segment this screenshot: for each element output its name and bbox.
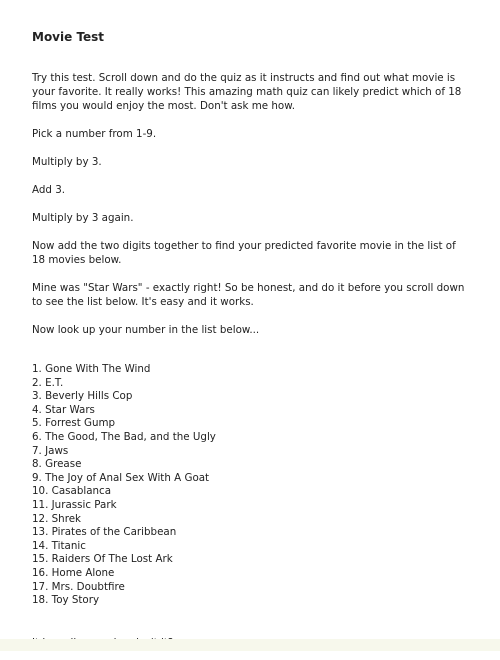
list-item: 14. Titanic xyxy=(32,539,86,552)
step-1: Pick a number from 1-9. xyxy=(32,128,157,140)
list-item: 17. Mrs. Doubtfire xyxy=(32,580,125,593)
step-4: Multiply by 3 again. xyxy=(32,212,134,224)
list-item: 5. Forrest Gump xyxy=(32,417,116,430)
list-item: 12. Shrek xyxy=(32,512,82,525)
list-item: 7. Jaws xyxy=(32,444,69,457)
bottom-band xyxy=(0,639,500,651)
list-item: 3. Beverly Hills Cop xyxy=(32,390,133,403)
list-item: 6. The Good, The Bad, and the Ugly xyxy=(32,430,216,443)
document-title: Movie Test xyxy=(32,30,105,44)
movie-test-document xyxy=(32,30,472,660)
list-item: 16. Home Alone xyxy=(32,566,115,579)
list-item: 8. Grease xyxy=(32,458,82,471)
list-item: 11. Jurassic Park xyxy=(32,498,117,511)
list-item: 10. Casablanca xyxy=(32,485,112,498)
step-3: Add 3. xyxy=(32,184,66,196)
instruction-paragraph: Now add the two digits together to find your predicted favorite movie in the list of 18 movies below. xyxy=(32,240,456,266)
list-item: 9. The Joy of Anal Sex With A Goat xyxy=(32,471,210,484)
list-item: 1. Gone With The Wind xyxy=(32,363,151,375)
testimonial-paragraph: Mine was "Star Wars" - exactly right! So be honest, and do it before you scroll down to see the list below. It's easy and it works. xyxy=(32,282,465,308)
list-item: 18. Toy Story xyxy=(32,594,100,607)
list-item: 2. E.T. xyxy=(32,376,64,389)
intro-paragraph: Try this test. Scroll down and do the quiz as it instructs and find out what movie is your favorite. It really works! This amazing math quiz can likely predict which of 18 films you would enjoy the most. Don't ask me how. xyxy=(32,72,462,112)
list-item: 4. Star Wars xyxy=(32,403,95,416)
movie-list xyxy=(32,363,472,608)
list-item: 15. Raiders Of The Lost Ark xyxy=(32,553,173,566)
list-item: 13. Pirates of the Caribbean xyxy=(32,526,177,539)
lookup-paragraph: Now look up your number in the list below... xyxy=(32,324,260,336)
step-2: Multiply by 3. xyxy=(32,156,102,168)
